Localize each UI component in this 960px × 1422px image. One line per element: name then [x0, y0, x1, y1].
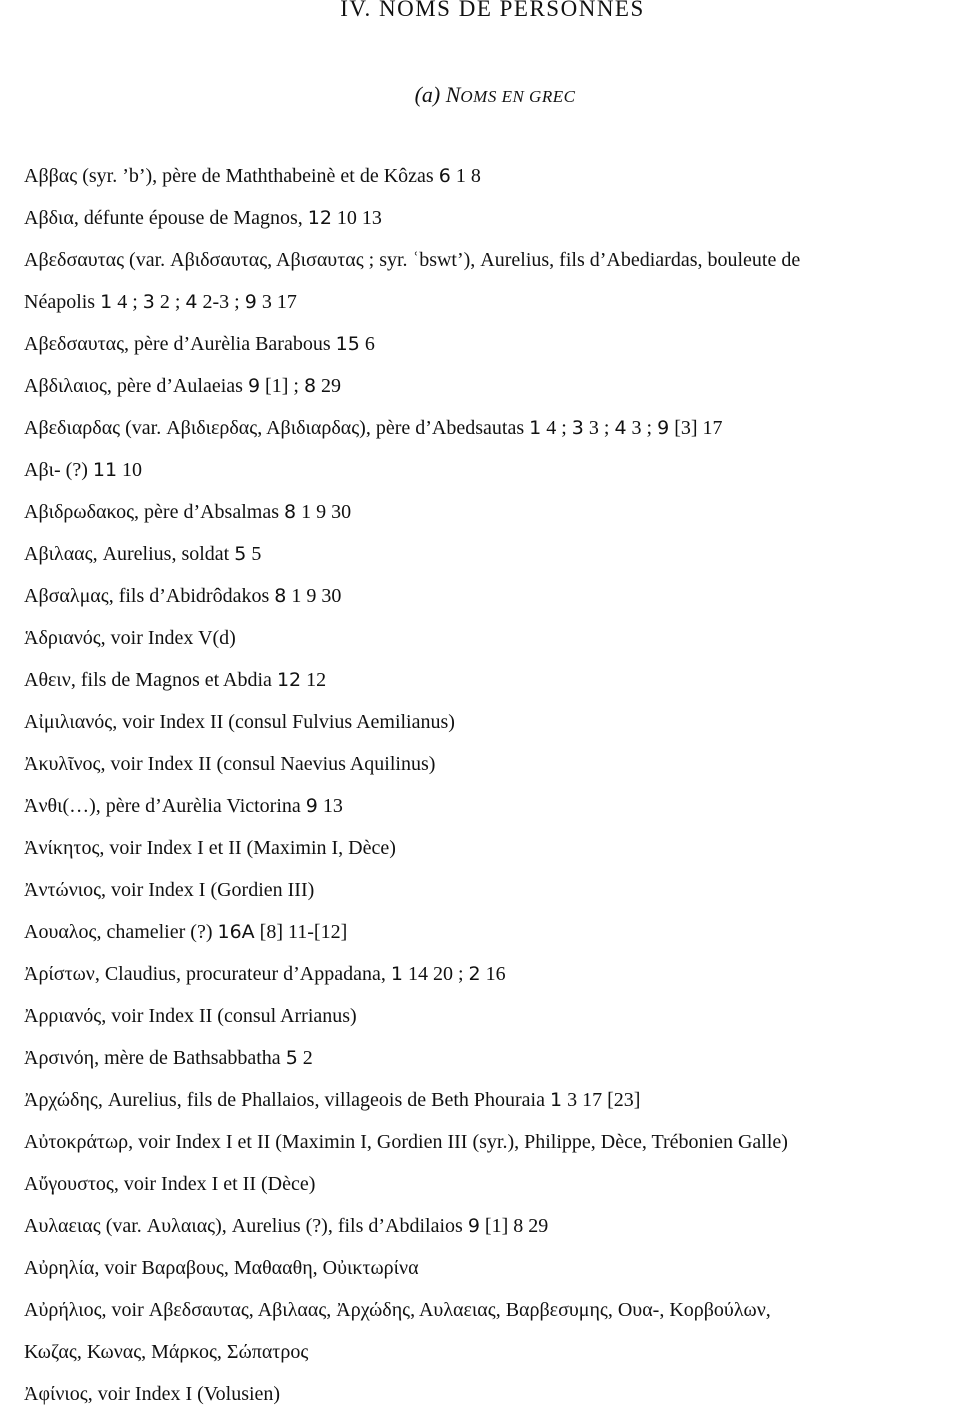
index-entry — [24, 617, 954, 659]
volume-number: 4 — [614, 417, 627, 439]
index-entry — [24, 953, 954, 995]
index-entry — [24, 1079, 954, 1121]
volume-number: 3 — [142, 291, 155, 313]
volume-number: 15 — [335, 333, 360, 355]
entry-text: Ἀρσινόη, mère de Bathsabbatha — [24, 1047, 286, 1069]
index-entry — [24, 701, 954, 743]
section-heading: IV. NOMS DE PERSONNES — [340, 0, 645, 21]
entry-text: 3 ; — [583, 417, 615, 439]
entry-text: Αβιδρωδακος, père d’Absalmas — [24, 501, 284, 523]
entry-text: 3 17 [23] — [562, 1089, 641, 1111]
entry-text: 10 13 — [331, 207, 382, 229]
entry-text: Αθειν, fils de Magnos et Abdia — [24, 669, 277, 691]
entry-text: 1 8 — [450, 165, 481, 187]
index-entry — [24, 575, 954, 617]
entry-text: Αουαλος, chamelier (?) — [24, 921, 218, 943]
index-entry-list — [24, 155, 954, 1415]
volume-number: 9 — [305, 795, 318, 817]
volume-number: 8 — [274, 585, 287, 607]
entry-text: 13 — [317, 795, 343, 817]
entry-text: Αβεδιαρδας (var. Αβιδιερδας, Αβιδιαρδας), père d’Abedsautas — [24, 417, 530, 439]
index-entry — [24, 323, 954, 365]
volume-number: 6 — [438, 165, 451, 187]
index-entry — [24, 743, 954, 785]
entry-text: Αυλαειας (var. Αυλαιας), Aurelius (?), fils d’Abdilaios — [24, 1215, 468, 1237]
entry-text: Αβεδσαυτας (var. Αβιδσαυτας, Αβισαυτας ; syr. ʿbswt’), Aurelius, fils d’Abediardas, bouleute de — [24, 249, 801, 271]
volume-number: 1 — [100, 291, 113, 313]
entry-text: Ἀνίκητος, voir Index I et II (Maximin I, Dèce) — [24, 837, 396, 859]
entry-text: Αβδια, défunte épouse de Magnos, — [24, 207, 308, 229]
volume-number: 9 — [244, 291, 257, 313]
index-entry — [24, 197, 954, 239]
index-entry — [24, 1205, 954, 1247]
subsection-heading-prefix: (a) N — [414, 82, 461, 107]
entry-text: Κωζας, Κωνας, Μάρκος, Σώπατρος — [24, 1341, 309, 1363]
volume-number: 5 — [285, 1047, 298, 1069]
volume-number: 12 — [307, 207, 332, 229]
entry-text: 4 ; — [112, 291, 143, 313]
index-entry — [24, 365, 954, 407]
index-entry — [24, 1331, 954, 1373]
index-entry — [24, 1163, 954, 1205]
volume-number: 8 — [283, 501, 297, 523]
entry-text: Αὐρηλία, voir Βαραβους, Μαθααθη, Οὐικτωρίνα — [24, 1257, 419, 1279]
index-entry — [24, 449, 954, 491]
entry-text: Ἀρριανός, voir Index II (consul Arrianus) — [24, 1005, 357, 1027]
entry-text: Αὐτοκράτωρ, voir Index I et II (Maximin I, Gordien III (syr.), Philippe, Dèce, Trébonien Galle) — [24, 1131, 788, 1153]
volume-number: 12 — [276, 669, 302, 691]
entry-text: Ἀντώνιος, voir Index I (Gordien III) — [24, 879, 315, 901]
entry-text: Αἰμιλιανός, voir Index II (consul Fulvius Aemilianus) — [24, 711, 455, 733]
index-entry — [24, 239, 954, 281]
index-entry — [24, 407, 954, 449]
entry-text: Ἁδριανός, voir Index V(d) — [24, 627, 236, 649]
entry-text: Néapolis — [24, 291, 101, 313]
index-entry — [24, 155, 954, 197]
entry-text: Ἀφίνιος, voir Index I (Volusien) — [24, 1383, 281, 1405]
entry-text: Αβδιλαιος, père d’Aulaeias — [24, 375, 248, 397]
volume-number: 3 — [571, 417, 584, 439]
index-entry — [24, 995, 954, 1037]
entry-text: 2-3 ; — [197, 291, 245, 313]
volume-number: 1 — [549, 1089, 563, 1111]
volume-number: 2 — [468, 963, 481, 985]
index-entry — [24, 1289, 954, 1331]
volume-number: 9 — [247, 375, 261, 397]
entry-text: 14 20 ; — [402, 963, 469, 985]
entry-text: Ἀκυλῖνος, voir Index II (consul Naevius Aquilinus) — [24, 753, 436, 775]
entry-text: 2 — [297, 1047, 313, 1069]
entry-text: [3] 17 — [669, 417, 723, 439]
volume-number: 1 — [390, 963, 403, 985]
index-entry — [24, 1037, 954, 1079]
entry-text: Αβι- (?) — [24, 459, 93, 481]
volume-number: 9 — [467, 1215, 480, 1237]
entry-text: 5 — [246, 543, 262, 565]
entry-text: 1 9 30 — [286, 585, 342, 607]
index-entry — [24, 869, 954, 911]
entry-text: [1] ; — [260, 375, 304, 397]
volume-number: 9 — [657, 417, 670, 439]
subsection-heading — [0, 82, 960, 108]
entry-text: 12 — [301, 669, 327, 691]
volume-number: 11 — [92, 459, 118, 481]
index-entry — [24, 659, 954, 701]
volume-number: 8 — [303, 375, 317, 397]
volume-number: 5 — [234, 543, 247, 565]
entry-text: Ἀρίστων, Claudius, procurateur d’Appadana, — [24, 963, 391, 985]
entry-text: Ἀρχώδης, Aurelius, fils de Phallaios, villageois de Beth Phouraia — [24, 1089, 550, 1111]
entry-text: Αὔγουστος, voir Index I et II (Dèce) — [24, 1173, 316, 1195]
entry-text: Αββας (syr. ’b’), père de Maththabeinè et de Kôzas — [24, 165, 439, 187]
entry-text: 2 ; — [154, 291, 186, 313]
entry-text: Αβσαλμας, fils d’Abidrôdakos — [24, 585, 275, 607]
index-entry — [24, 491, 954, 533]
index-entry — [24, 827, 954, 869]
volume-number: 16A — [217, 921, 255, 943]
entry-text: [8] 11-[12] — [254, 921, 348, 943]
index-entry — [24, 1247, 954, 1289]
volume-number: 4 — [185, 291, 198, 313]
entry-text: Αβεδσαυτας, père d’Aurèlia Barabous — [24, 333, 336, 355]
entry-text: 4 ; — [541, 417, 572, 439]
subsection-heading-smallcaps: OMS EN GREC — [460, 87, 576, 106]
index-entry — [24, 911, 954, 953]
entry-text: 10 — [117, 459, 143, 481]
index-entry — [24, 533, 954, 575]
index-entry — [24, 281, 954, 323]
entry-text: 1 9 30 — [296, 501, 352, 523]
entry-text: Αβιλαας, Aurelius, soldat — [24, 543, 235, 565]
entry-text: 29 — [316, 375, 342, 397]
index-entry — [24, 785, 954, 827]
entry-text: 16 — [480, 963, 506, 985]
entry-text: [1] 8 29 — [479, 1215, 549, 1237]
index-entry — [24, 1373, 954, 1415]
entry-text: 6 — [359, 333, 375, 355]
volume-number: 1 — [529, 417, 542, 439]
entry-text: Αὐρήλιος, voir Αβεδσαυτας, Αβιλαας, Ἀρχώδης, Αυλαειας, Βαρβεσυμης, Ουα-, Κορβούλων, — [24, 1299, 771, 1321]
entry-text: 3 ; — [626, 417, 658, 439]
entry-text: Ἀνθι(…), père d’Aurèlia Victorina — [24, 795, 306, 817]
entry-text: 3 17 — [256, 291, 297, 313]
index-entry — [24, 1121, 954, 1163]
